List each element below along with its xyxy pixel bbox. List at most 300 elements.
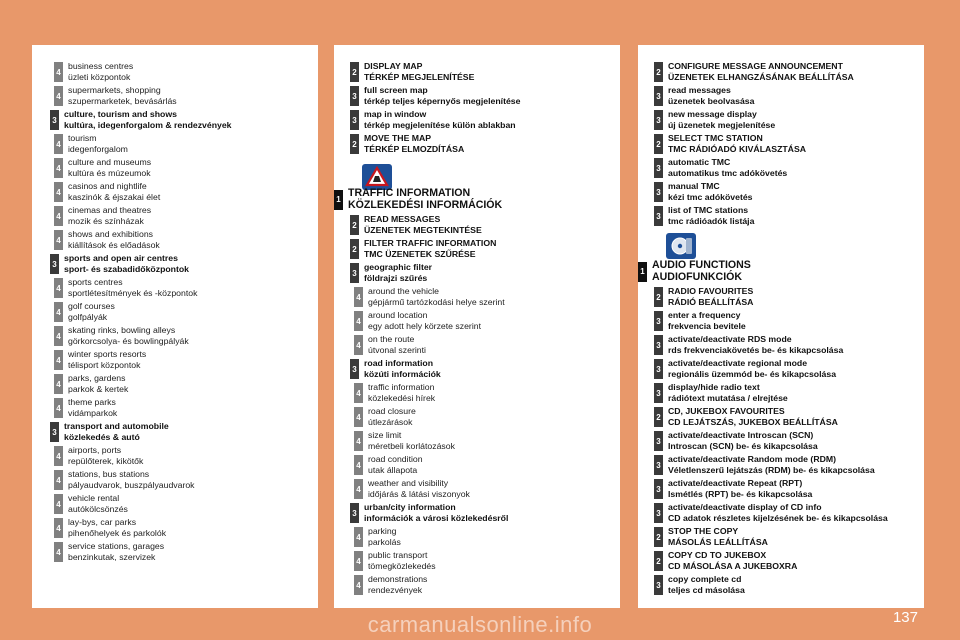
entry-text [68,349,146,371]
menu-entry [32,108,318,132]
level-marker: 3 [654,335,663,355]
level-marker: 4 [54,158,63,178]
entry-label-hu: idegenforgalom [68,144,128,154]
level-marker: 4 [54,374,63,394]
entry-label-en: sports centres [68,277,123,287]
entry-text [668,406,838,428]
level-marker: 4 [54,470,63,490]
menu-entry [334,405,620,429]
level-marker: 2 [654,551,663,571]
entry-text [64,109,232,131]
entry-label-en: automatic TMC [668,157,731,167]
level-marker: 4 [54,182,63,202]
watermark: carmanualsonline.info [367,612,593,637]
entry-label-en: activate/deactivate Random mode (RDM) [668,454,836,464]
level-marker: 3 [654,479,663,499]
entry-label-en: display/hide radio text [668,382,760,392]
entry-label-hu: frekvencia bevitele [668,321,746,331]
level-marker: 4 [54,278,63,298]
level-marker: 4 [354,479,363,499]
menu-entry [638,525,924,549]
entry-label-en: demonstrations [368,574,428,584]
entry-label-hu: mozik és színházak [68,216,144,226]
entry-label-en: weather and visibility [368,478,449,488]
entry-text [668,574,745,596]
entry-label-hu: vidámparkok [68,408,118,418]
level-marker: 4 [354,455,363,475]
entry-label-hu: parkok & kertek [68,384,129,394]
entry-text [368,310,481,332]
entry-text [668,454,875,476]
menu-entry [638,381,924,405]
entry-text [652,260,751,283]
entry-label-hu: repülőterek, kikötők [68,456,144,466]
menu-entry [334,501,620,525]
menu-entry [334,429,620,453]
menu-entry [32,348,318,372]
entry-text [668,61,854,83]
menu-entry [334,357,620,381]
entry-text [68,229,160,251]
level-marker: 3 [350,263,359,283]
entry-text [368,286,505,308]
entry-label-hu: egy adott hely körzete szerint [368,321,481,331]
entry-label-en: service stations, garages [68,541,165,551]
menu-entry [334,60,620,84]
menu-column-1 [32,45,318,608]
entry-label-hu: kézi tmc adókövetés [668,192,753,202]
entry-label-en: on the route [368,334,415,344]
entry-label-en: road closure [368,406,416,416]
entry-label-en: casinos and nightlife [68,181,147,191]
entry-text [68,397,117,419]
level-marker: 3 [50,110,59,130]
entry-label-hu: pihenőhelyek és parkolók [68,528,167,538]
entry-label-en: AUDIO FUNCTIONS [652,259,751,271]
menu-entry [334,186,620,213]
entry-text [68,517,166,539]
entry-label-hu: kiállítások és előadások [68,240,160,250]
entry-label-en: parks, gardens [68,373,126,383]
entry-label-hu: KÖZLEKEDÉSI INFORMÁCIÓK [348,198,503,211]
entry-label-hu: kultúra és múzeumok [68,168,151,178]
entry-label-en: tourism [68,133,97,143]
entry-label-hu: gépjármű tartózkodási helye szerint [368,297,505,307]
level-marker: 3 [350,503,359,523]
entry-text [368,430,455,452]
level-marker: 3 [50,422,59,442]
entry-label-hu: télisport központok [68,360,141,370]
entry-text [668,358,836,380]
entry-text [668,157,787,179]
level-marker: 3 [654,503,663,523]
entry-label-en: activate/deactivate display of CD info [668,502,822,512]
entry-label-en: sports and open air centres [64,253,178,263]
entry-text [668,181,753,203]
level-marker: 3 [654,359,663,379]
entry-label-en: FILTER TRAFFIC INFORMATION [364,238,497,248]
menu-entry [638,180,924,204]
entry-text [68,277,197,299]
entry-label-hu: sportlétesítmények és -központok [68,288,198,298]
entry-text [668,205,754,227]
level-marker: 3 [654,431,663,451]
level-marker: 4 [54,134,63,154]
level-marker: 4 [54,230,63,250]
menu-entry [32,228,318,252]
entry-label-en: shows and exhibitions [68,229,153,239]
menu-entry [638,285,924,309]
entry-text [364,61,474,83]
entry-label-en: activate/deactivate Introscan (SCN) [668,430,814,440]
level-marker: 4 [54,494,63,514]
entry-text [668,550,797,572]
menu-entry [32,156,318,180]
menu-entry [334,237,620,261]
entry-label-hu: kultúra, idegenforgalom & rendezvények [64,120,232,130]
entry-text [668,310,746,332]
entry-label-en: transport and automobile [64,421,169,431]
entry-text [68,469,195,491]
menu-entry [334,525,620,549]
entry-text [364,358,441,380]
entry-text [364,133,464,155]
level-marker: 4 [54,518,63,538]
entry-label-hu: CD LEJÁTSZÁS, JUKEBOX BEÁLLÍTÁSA [668,417,838,427]
level-marker: 4 [54,542,63,562]
entry-label-en: full screen map [364,85,428,95]
menu-entry [334,453,620,477]
entry-label-hu: földrajzi szűrés [364,273,428,283]
menu-entry [638,429,924,453]
menu-entry [334,108,620,132]
entry-list [334,60,620,597]
level-marker: 3 [654,158,663,178]
entry-label-hu: MÁSOLÁS LEÁLLÍTÁSA [668,537,768,547]
entry-text [364,502,508,524]
entry-label-hu: teljes cd másolása [668,585,745,595]
entry-label-en: read messages [668,85,731,95]
entry-text [368,406,416,428]
entry-list [32,60,318,564]
entry-label-hu: méretbeli korlátozások [368,441,455,451]
entry-text [68,85,177,107]
menu-entry [334,132,620,156]
entry-label-en: business centres [68,61,134,71]
level-marker: 3 [350,110,359,130]
entry-label-en: road information [364,358,434,368]
entry-label-hu: benzinkutak, szervizek [68,552,156,562]
entry-label-en: copy complete cd [668,574,742,584]
entry-text [668,382,788,404]
entry-text [368,454,423,476]
menu-entry [32,132,318,156]
entry-label-hu: új üzenetek megjelenítése [668,120,776,130]
menu-entry [32,516,318,540]
level-marker: 1 [334,190,343,210]
entry-text [68,373,128,395]
menu-entry [638,501,924,525]
entry-label-hu: üzenetek beolvasása [668,96,755,106]
level-marker: 4 [54,86,63,106]
menu-entry [334,309,620,333]
entry-label-en: traffic information [368,382,435,392]
entry-label-en: READ MESSAGES [364,214,441,224]
entry-label-hu: ÜZENETEK MEGTEKINTÉSE [364,225,482,235]
level-marker: 4 [354,287,363,307]
entry-label-en: size limit [368,430,402,440]
entry-label-hu: ÜZENETEK ELHANGZÁSÁNAK BEÁLLÍTÁSA [668,72,854,82]
menu-entry [32,444,318,468]
menu-entry [638,132,924,156]
entry-label-en: new message display [668,109,757,119]
level-marker: 3 [350,86,359,106]
entry-text [68,205,151,227]
menu-entry [32,492,318,516]
entry-label-en: RADIO FAVOURITES [668,286,754,296]
entry-label-en: manual TMC [668,181,720,191]
level-marker: 2 [350,239,359,259]
entry-label-hu: útvonal szerinti [368,345,426,355]
menu-entry [638,108,924,132]
level-marker: 4 [354,431,363,451]
menu-entry [334,573,620,597]
entry-label-en: around the vehicle [368,286,439,296]
entry-label-en: vehicle rental [68,493,120,503]
menu-entry [334,333,620,357]
entry-label-hu: rádiótext mutatása / elrejtése [668,393,788,403]
level-marker: 2 [654,287,663,307]
level-marker: 4 [354,383,363,403]
level-marker: 2 [654,527,663,547]
entry-text [668,133,806,155]
entry-label-en: CD, JUKEBOX FAVOURITES [668,406,785,416]
level-marker: 2 [350,215,359,235]
entry-label-hu: TMC ÜZENETEK SZŰRÉSE [364,249,476,259]
entry-text [68,157,151,179]
entry-list [638,60,924,597]
entry-label-en: urban/city information [364,502,456,512]
entry-text [668,502,888,524]
entry-label-hu: parkolás [368,537,401,547]
level-marker: 2 [350,62,359,82]
entry-label-en: activate/deactivate regional mode [668,358,808,368]
entry-label-hu: üzleti központok [68,72,131,82]
entry-label-hu: közúti információk [364,369,441,379]
level-marker: 4 [54,302,63,322]
entry-text [364,214,482,236]
entry-label-hu: utak állapota [368,465,418,475]
entry-text [68,61,133,83]
menu-entry [32,324,318,348]
menu-entry [32,180,318,204]
level-marker: 3 [654,311,663,331]
menu-entry [638,357,924,381]
menu-entry [32,420,318,444]
level-marker: 2 [350,134,359,154]
entry-label-en: golf courses [68,301,115,311]
entry-label-hu: regionális üzemmód be- és kikapcsolása [668,369,837,379]
menu-entry [638,477,924,501]
menu-entry [638,156,924,180]
entry-text [368,574,427,596]
menu-entry [638,60,924,84]
entry-label-hu: térkép teljes képernyős megjelenítése [364,96,521,106]
menu-entry [638,258,924,285]
entry-text [68,541,164,563]
entry-label-en: parking [368,526,397,536]
entry-label-en: COPY CD TO JUKEBOX [668,550,767,560]
level-marker: 4 [54,398,63,418]
level-marker: 4 [54,350,63,370]
level-marker: 4 [354,575,363,595]
entry-label-hu: sport- és szabadidőközpontok [64,264,190,274]
level-marker: 4 [54,326,63,346]
entry-text [668,286,753,308]
level-marker: 3 [654,383,663,403]
level-marker: 3 [654,455,663,475]
entry-label-hu: kaszinók & éjszakai élet [68,192,161,202]
menu-entry [32,276,318,300]
level-marker: 3 [654,182,663,202]
entry-label-hu: közlekedési hírek [368,393,436,403]
entry-label-en: CONFIGURE MESSAGE ANNOUNCEMENT [668,61,843,71]
level-marker: 3 [350,359,359,379]
menu-entry [638,204,924,228]
menu-entry [638,84,924,108]
level-marker: 3 [50,254,59,274]
menu-entry [638,549,924,573]
entry-text [668,85,754,107]
level-marker: 4 [354,335,363,355]
entry-label-hu: közlekedés & autó [64,432,140,442]
entry-label-hu: RÁDIÓ BEÁLLÍTÁSA [668,297,754,307]
level-marker: 3 [654,110,663,130]
level-marker: 4 [354,551,363,571]
entry-text [364,109,516,131]
level-marker: 2 [654,62,663,82]
entry-label-hu: CD adatok részletes kijelzésének be- és kikapcsolása [668,513,888,523]
entry-label-hu: golfpályák [68,312,108,322]
entry-text [68,445,143,467]
entry-label-en: STOP THE COPY [668,526,739,536]
entry-label-hu: Véletlenszerű lejátszás (RDM) be- és kikapcsolása [668,465,875,475]
entry-label-en: culture and museums [68,157,152,167]
entry-text [364,238,496,260]
entry-text [68,301,115,323]
level-marker: 2 [654,134,663,154]
menu-entry [32,540,318,564]
level-marker: 4 [54,62,63,82]
entry-text [368,478,470,500]
level-marker: 4 [54,206,63,226]
entry-text [348,188,502,211]
entry-label-hu: információk a városi közlekedésről [364,513,509,523]
entry-text [668,478,812,500]
menu-entry [334,285,620,309]
level-marker: 3 [654,206,663,226]
level-marker: 2 [654,407,663,427]
entry-text [64,253,189,275]
entry-label-hu: TÉRKÉP MEGJELENÍTÉSE [364,72,475,82]
menu-entry [638,405,924,429]
entry-label-en: MOVE THE MAP [364,133,432,143]
menu-column-3 [638,45,924,608]
level-marker: 4 [354,407,363,427]
entry-label-en: skating rinks, bowling alleys [68,325,176,335]
entry-label-hu: szupermarketek, bevásárlás [68,96,177,106]
menu-entry [32,300,318,324]
entry-text [368,382,435,404]
entry-text [68,133,128,155]
entry-text [68,493,128,515]
menu-entry [32,84,318,108]
entry-label-hu: tömegközlekedés [368,561,436,571]
menu-entry [32,204,318,228]
entry-label-hu: pályaudvarok, buszpályaudvarok [68,480,195,490]
entry-text [368,334,426,356]
menu-entry [638,573,924,597]
menu-entry [638,453,924,477]
entry-label-hu: CD MÁSOLÁSA A JUKEBOXRA [668,561,798,571]
entry-text [68,325,189,347]
entry-label-en: stations, bus stations [68,469,150,479]
menu-entry [334,84,620,108]
entry-label-hu: Introscan (SCN) be- és kikapcsolása [668,441,818,451]
entry-label-en: road condition [368,454,423,464]
entry-label-en: around location [368,310,428,320]
entry-label-en: geographic filter [364,262,433,272]
entry-label-hu: rds frekvenciakövetés be- és kikapcsolása [668,345,844,355]
entry-text [368,526,401,548]
entry-label-hu: TMC RÁDIÓADÓ KIVÁLASZTÁSA [668,144,807,154]
entry-label-en: culture, tourism and shows [64,109,177,119]
entry-label-en: supermarkets, shopping [68,85,161,95]
entry-label-en: map in window [364,109,427,119]
level-marker: 3 [654,575,663,595]
level-marker: 1 [638,262,647,282]
entry-label-en: lay-bys, car parks [68,517,137,527]
menu-entry [32,372,318,396]
entry-text [364,85,520,107]
menu-entry [32,468,318,492]
menu-entry [32,252,318,276]
menu-entry [334,213,620,237]
menu-entry [638,309,924,333]
entry-label-en: list of TMC stations [668,205,749,215]
entry-text [668,334,843,356]
entry-text [668,109,775,131]
entry-text [668,430,818,452]
menu-entry [32,396,318,420]
entry-label-hu: Ismétlés (RPT) be- és kikapcsolása [668,489,813,499]
level-marker: 4 [354,527,363,547]
entry-text [668,526,768,548]
entry-label-en: DISPLAY MAP [364,61,423,71]
entry-label-en: activate/deactivate RDS mode [668,334,792,344]
level-marker: 4 [354,311,363,331]
entry-label-hu: autókölcsönzés [68,504,128,514]
entry-label-en: SELECT TMC STATION [668,133,763,143]
menu-entry [334,477,620,501]
entry-label-en: theme parks [68,397,116,407]
menu-entry [334,261,620,285]
entry-text [68,181,160,203]
menu-entry [334,549,620,573]
entry-label-hu: útlezárások [368,417,413,427]
menu-column-2 [334,45,620,608]
entry-label-hu: tmc rádióadók listája [668,216,755,226]
